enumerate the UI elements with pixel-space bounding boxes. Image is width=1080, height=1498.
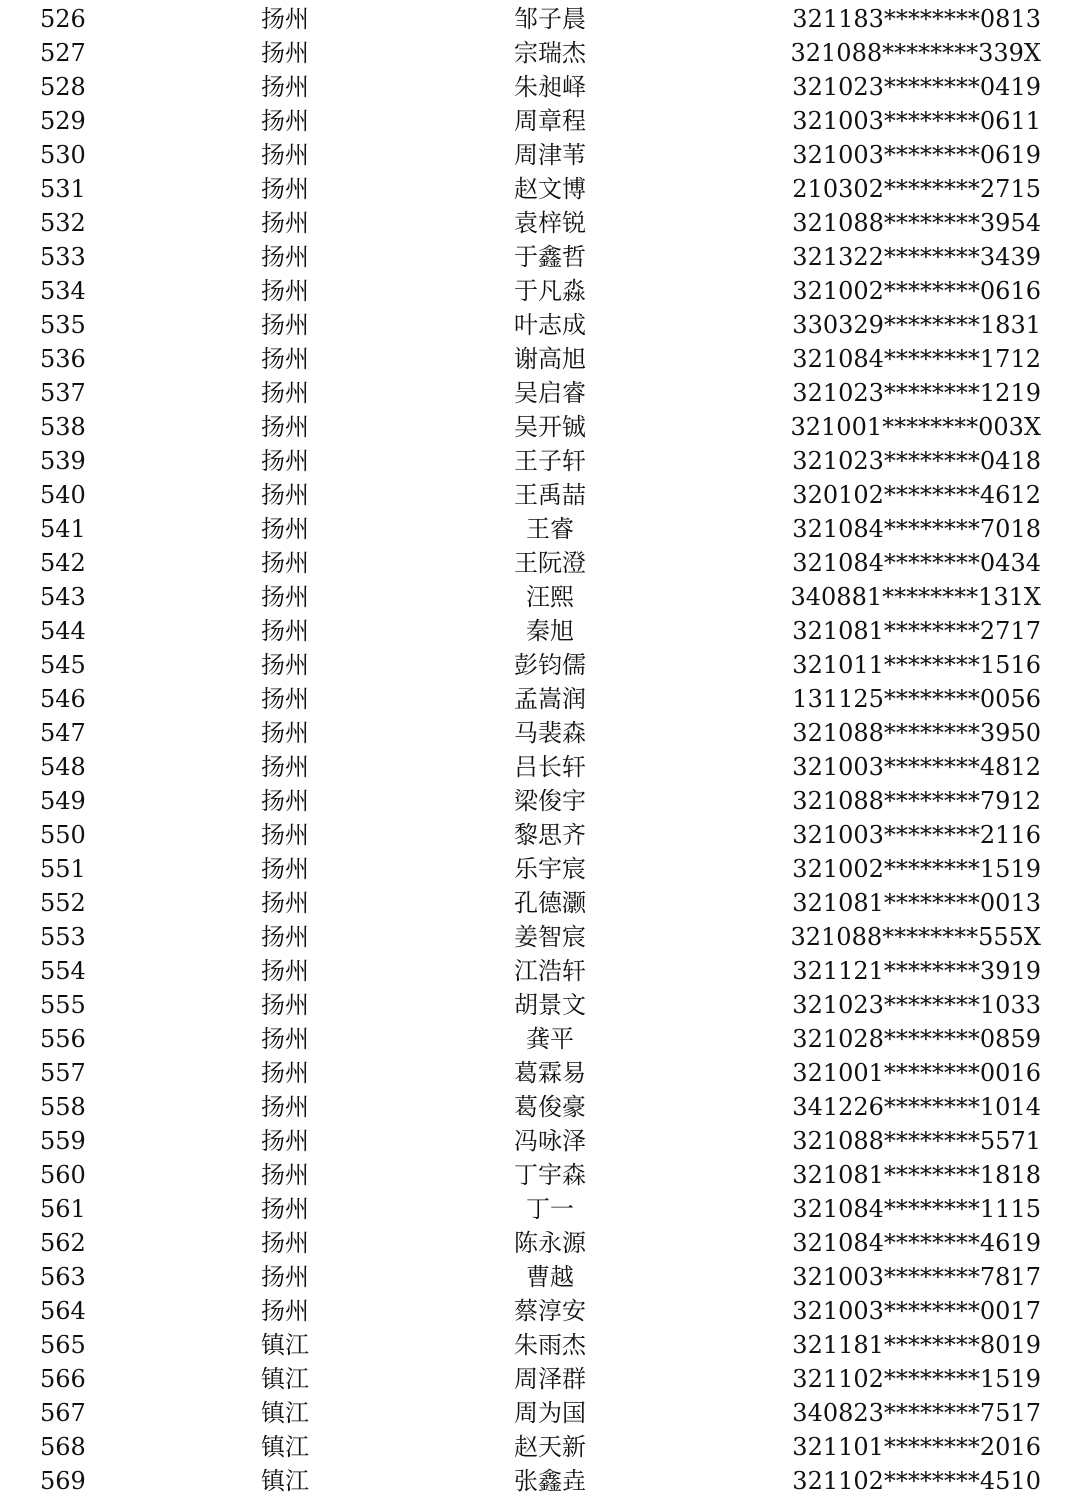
- city-cell: 扬州: [261, 855, 309, 883]
- row-number: 541: [40, 515, 86, 543]
- table-row: [0, 512, 1080, 546]
- id-number-cell: 321003********4812: [792, 753, 1041, 781]
- table-row: [0, 206, 1080, 240]
- row-number: 562: [40, 1229, 86, 1257]
- row-number: 559: [40, 1127, 86, 1155]
- table-row: [0, 580, 1080, 614]
- table-row: [0, 1158, 1080, 1192]
- table-row: [0, 920, 1080, 954]
- name-cell: 朱雨杰: [514, 1331, 586, 1359]
- id-number-cell: 321003********0619: [792, 141, 1041, 169]
- table-row: [0, 852, 1080, 886]
- id-number-cell: 321002********0616: [792, 277, 1041, 305]
- name-cell: 于鑫哲: [514, 243, 586, 271]
- name-cell: 孟嵩润: [514, 685, 586, 713]
- name-cell: 叶志成: [514, 311, 586, 339]
- row-number: 539: [40, 447, 86, 475]
- name-cell: 王子轩: [514, 447, 586, 475]
- city-cell: 扬州: [261, 209, 309, 237]
- id-number-cell: 321002********1519: [792, 855, 1041, 883]
- row-number: 553: [40, 923, 86, 951]
- table-row: [0, 784, 1080, 818]
- name-cell: 秦旭: [526, 617, 574, 645]
- name-cell: 蔡淳安: [514, 1297, 586, 1325]
- id-number-cell: 321011********1516: [792, 651, 1041, 679]
- table-row: [0, 614, 1080, 648]
- id-number-cell: 321003********7817: [792, 1263, 1041, 1291]
- row-number: 535: [40, 311, 86, 339]
- row-number: 569: [40, 1467, 86, 1495]
- city-cell: 扬州: [261, 991, 309, 1019]
- table-row: [0, 818, 1080, 852]
- id-number-cell: 321081********1818: [792, 1161, 1041, 1189]
- row-number: 540: [40, 481, 86, 509]
- row-number: 547: [40, 719, 86, 747]
- name-cell: 汪熙: [526, 583, 574, 611]
- id-number-cell: 321088********3954: [792, 209, 1041, 237]
- id-number-cell: 210302********2715: [792, 175, 1041, 203]
- city-cell: 镇江: [261, 1399, 309, 1427]
- id-number-cell: 321084********0434: [792, 549, 1041, 577]
- city-cell: 扬州: [261, 617, 309, 645]
- row-number: 550: [40, 821, 86, 849]
- id-number-cell: 321003********2116: [792, 821, 1041, 849]
- id-number-cell: 321121********3919: [792, 957, 1041, 985]
- city-cell: 扬州: [261, 957, 309, 985]
- city-cell: 扬州: [261, 413, 309, 441]
- table-row: [0, 1192, 1080, 1226]
- id-number-cell: 321101********2016: [792, 1433, 1041, 1461]
- name-cell: 王睿: [526, 515, 574, 543]
- row-number: 552: [40, 889, 86, 917]
- name-cell: 王阮澄: [514, 549, 586, 577]
- name-cell: 朱昶峄: [514, 73, 586, 101]
- name-cell: 王禹喆: [514, 481, 586, 509]
- name-cell: 于凡淼: [514, 277, 586, 305]
- table-row: [0, 546, 1080, 580]
- id-number-cell: 321003********0017: [792, 1297, 1041, 1325]
- name-cell: 周章程: [514, 107, 586, 135]
- id-number-cell: 321001********0016: [792, 1059, 1041, 1087]
- table-row: [0, 1090, 1080, 1124]
- row-number: 543: [40, 583, 86, 611]
- name-cell: 袁梓锐: [514, 209, 586, 237]
- name-cell: 冯咏泽: [514, 1127, 586, 1155]
- name-cell: 胡景文: [514, 991, 586, 1019]
- id-number-cell: 321088********5571: [792, 1127, 1041, 1155]
- id-number-cell: 320102********4612: [792, 481, 1041, 509]
- table-row: [0, 410, 1080, 444]
- table-row: [0, 342, 1080, 376]
- id-number-cell: 321023********0419: [792, 73, 1041, 101]
- name-cell: 吴开铖: [514, 413, 586, 441]
- table-row: [0, 308, 1080, 342]
- id-number-cell: 321003********0611: [792, 107, 1041, 135]
- row-number: 542: [40, 549, 86, 577]
- table-row: [0, 954, 1080, 988]
- id-number-cell: 321088********3950: [792, 719, 1041, 747]
- city-cell: 扬州: [261, 1093, 309, 1121]
- row-number: 538: [40, 413, 86, 441]
- city-cell: 镇江: [261, 1365, 309, 1393]
- row-number: 564: [40, 1297, 86, 1325]
- id-number-cell: 321088********555X: [790, 923, 1041, 951]
- table-row: [0, 376, 1080, 410]
- table-row: [0, 682, 1080, 716]
- row-number: 561: [40, 1195, 86, 1223]
- id-number-cell: 321181********8019: [792, 1331, 1041, 1359]
- table-row: [0, 1328, 1080, 1362]
- name-cell: 梁俊宇: [514, 787, 586, 815]
- id-number-cell: 321023********1033: [792, 991, 1041, 1019]
- name-cell: 曹越: [526, 1263, 574, 1291]
- table-row: [0, 1430, 1080, 1464]
- id-number-cell: 321322********3439: [792, 243, 1041, 271]
- name-cell: 马裴森: [514, 719, 586, 747]
- name-cell: 赵文博: [514, 175, 586, 203]
- name-cell: 江浩轩: [514, 957, 586, 985]
- city-cell: 扬州: [261, 481, 309, 509]
- name-cell: 邹子晨: [514, 5, 586, 33]
- table-row: [0, 444, 1080, 478]
- row-number: 554: [40, 957, 86, 985]
- table-row: [0, 1396, 1080, 1430]
- id-number-cell: 321088********339X: [790, 39, 1041, 67]
- row-number: 544: [40, 617, 86, 645]
- row-number: 555: [40, 991, 86, 1019]
- name-cell: 丁宇森: [514, 1161, 586, 1189]
- city-cell: 镇江: [261, 1467, 309, 1495]
- city-cell: 扬州: [261, 889, 309, 917]
- city-cell: 镇江: [261, 1331, 309, 1359]
- row-number: 531: [40, 175, 86, 203]
- row-number: 545: [40, 651, 86, 679]
- id-number-cell: 321102********4510: [792, 1467, 1041, 1495]
- row-number: 537: [40, 379, 86, 407]
- id-number-cell: 131125********0056: [792, 685, 1041, 713]
- row-number: 568: [40, 1433, 86, 1461]
- city-cell: 扬州: [261, 685, 309, 713]
- row-number: 566: [40, 1365, 86, 1393]
- row-number: 565: [40, 1331, 86, 1359]
- id-number-cell: 321183********0813: [792, 5, 1041, 33]
- city-cell: 扬州: [261, 549, 309, 577]
- row-number: 549: [40, 787, 86, 815]
- name-cell: 周津苇: [514, 141, 586, 169]
- city-cell: 扬州: [261, 277, 309, 305]
- row-number: 528: [40, 73, 86, 101]
- name-cell: 周泽群: [514, 1365, 586, 1393]
- table-row: [0, 1362, 1080, 1396]
- city-cell: 扬州: [261, 1229, 309, 1257]
- table-row: [0, 274, 1080, 308]
- name-cell: 张鑫垚: [514, 1467, 586, 1495]
- name-cell: 吕长轩: [514, 753, 586, 781]
- table-row: [0, 988, 1080, 1022]
- id-number-cell: 340881********131X: [790, 583, 1041, 611]
- row-number: 556: [40, 1025, 86, 1053]
- row-number: 527: [40, 39, 86, 67]
- row-number: 534: [40, 277, 86, 305]
- name-cell: 彭钧儒: [514, 651, 586, 679]
- table-row: [0, 648, 1080, 682]
- name-cell: 姜智宸: [514, 923, 586, 951]
- city-cell: 扬州: [261, 73, 309, 101]
- row-number: 533: [40, 243, 86, 271]
- city-cell: 扬州: [261, 583, 309, 611]
- row-number: 563: [40, 1263, 86, 1291]
- name-cell: 周为国: [514, 1399, 586, 1427]
- table-row: [0, 240, 1080, 274]
- city-cell: 扬州: [261, 787, 309, 815]
- id-number-cell: 321084********1115: [792, 1195, 1041, 1223]
- name-cell: 龚平: [526, 1025, 574, 1053]
- table-row: [0, 1124, 1080, 1158]
- city-cell: 扬州: [261, 1059, 309, 1087]
- row-number: 529: [40, 107, 86, 135]
- city-cell: 扬州: [261, 379, 309, 407]
- city-cell: 扬州: [261, 243, 309, 271]
- city-cell: 扬州: [261, 175, 309, 203]
- row-number: 558: [40, 1093, 86, 1121]
- city-cell: 扬州: [261, 447, 309, 475]
- city-cell: 扬州: [261, 107, 309, 135]
- name-cell: 陈永源: [514, 1229, 586, 1257]
- id-number-cell: 321028********0859: [792, 1025, 1041, 1053]
- row-number: 526: [40, 5, 86, 33]
- name-cell: 孔德灏: [514, 889, 586, 917]
- city-cell: 扬州: [261, 1297, 309, 1325]
- row-number: 530: [40, 141, 86, 169]
- row-number: 546: [40, 685, 86, 713]
- id-number-cell: 321084********4619: [792, 1229, 1041, 1257]
- id-number-cell: 321001********003X: [790, 413, 1041, 441]
- id-number-cell: 321081********0013: [792, 889, 1041, 917]
- row-number: 548: [40, 753, 86, 781]
- city-cell: 扬州: [261, 753, 309, 781]
- table-row: [0, 36, 1080, 70]
- name-cell: 黎思齐: [514, 821, 586, 849]
- city-cell: 扬州: [261, 651, 309, 679]
- table-row: [0, 1260, 1080, 1294]
- city-cell: 扬州: [261, 1025, 309, 1053]
- row-number: 557: [40, 1059, 86, 1087]
- city-cell: 扬州: [261, 821, 309, 849]
- name-cell: 谢高旭: [514, 345, 586, 373]
- city-cell: 扬州: [261, 39, 309, 67]
- city-cell: 扬州: [261, 345, 309, 373]
- id-number-cell: 321023********1219: [792, 379, 1041, 407]
- name-cell: 乐宇宸: [514, 855, 586, 883]
- table-row: [0, 2, 1080, 36]
- row-number: 560: [40, 1161, 86, 1189]
- city-cell: 扬州: [261, 141, 309, 169]
- row-number: 532: [40, 209, 86, 237]
- row-number: 567: [40, 1399, 86, 1427]
- city-cell: 扬州: [261, 923, 309, 951]
- roster-table: [0, 2, 1080, 1498]
- id-number-cell: 321023********0418: [792, 447, 1041, 475]
- table-row: [0, 104, 1080, 138]
- id-number-cell: 321084********7018: [792, 515, 1041, 543]
- table-row: [0, 1226, 1080, 1260]
- city-cell: 扬州: [261, 1127, 309, 1155]
- table-row: [0, 70, 1080, 104]
- name-cell: 赵天新: [514, 1433, 586, 1461]
- city-cell: 扬州: [261, 719, 309, 747]
- table-row: [0, 478, 1080, 512]
- id-number-cell: 321081********2717: [792, 617, 1041, 645]
- table-row: [0, 138, 1080, 172]
- table-row: [0, 886, 1080, 920]
- city-cell: 扬州: [261, 1161, 309, 1189]
- name-cell: 丁一: [526, 1195, 574, 1223]
- city-cell: 扬州: [261, 311, 309, 339]
- id-number-cell: 330329********1831: [792, 311, 1041, 339]
- table-row: [0, 1464, 1080, 1498]
- table-row: [0, 172, 1080, 206]
- name-cell: 吴启睿: [514, 379, 586, 407]
- name-cell: 宗瑞杰: [514, 39, 586, 67]
- name-cell: 葛霖易: [514, 1059, 586, 1087]
- id-number-cell: 321102********1519: [792, 1365, 1041, 1393]
- city-cell: 扬州: [261, 1195, 309, 1223]
- city-cell: 镇江: [261, 1433, 309, 1461]
- city-cell: 扬州: [261, 1263, 309, 1291]
- table-row: [0, 1294, 1080, 1328]
- row-number: 536: [40, 345, 86, 373]
- name-cell: 葛俊豪: [514, 1093, 586, 1121]
- city-cell: 扬州: [261, 5, 309, 33]
- table-row: [0, 1022, 1080, 1056]
- table-row: [0, 716, 1080, 750]
- id-number-cell: 341226********1014: [792, 1093, 1041, 1121]
- id-number-cell: 321088********7912: [792, 787, 1041, 815]
- table-row: [0, 750, 1080, 784]
- row-number: 551: [40, 855, 86, 883]
- table-row: [0, 1056, 1080, 1090]
- id-number-cell: 340823********7517: [792, 1399, 1041, 1427]
- id-number-cell: 321084********1712: [792, 345, 1041, 373]
- city-cell: 扬州: [261, 515, 309, 543]
